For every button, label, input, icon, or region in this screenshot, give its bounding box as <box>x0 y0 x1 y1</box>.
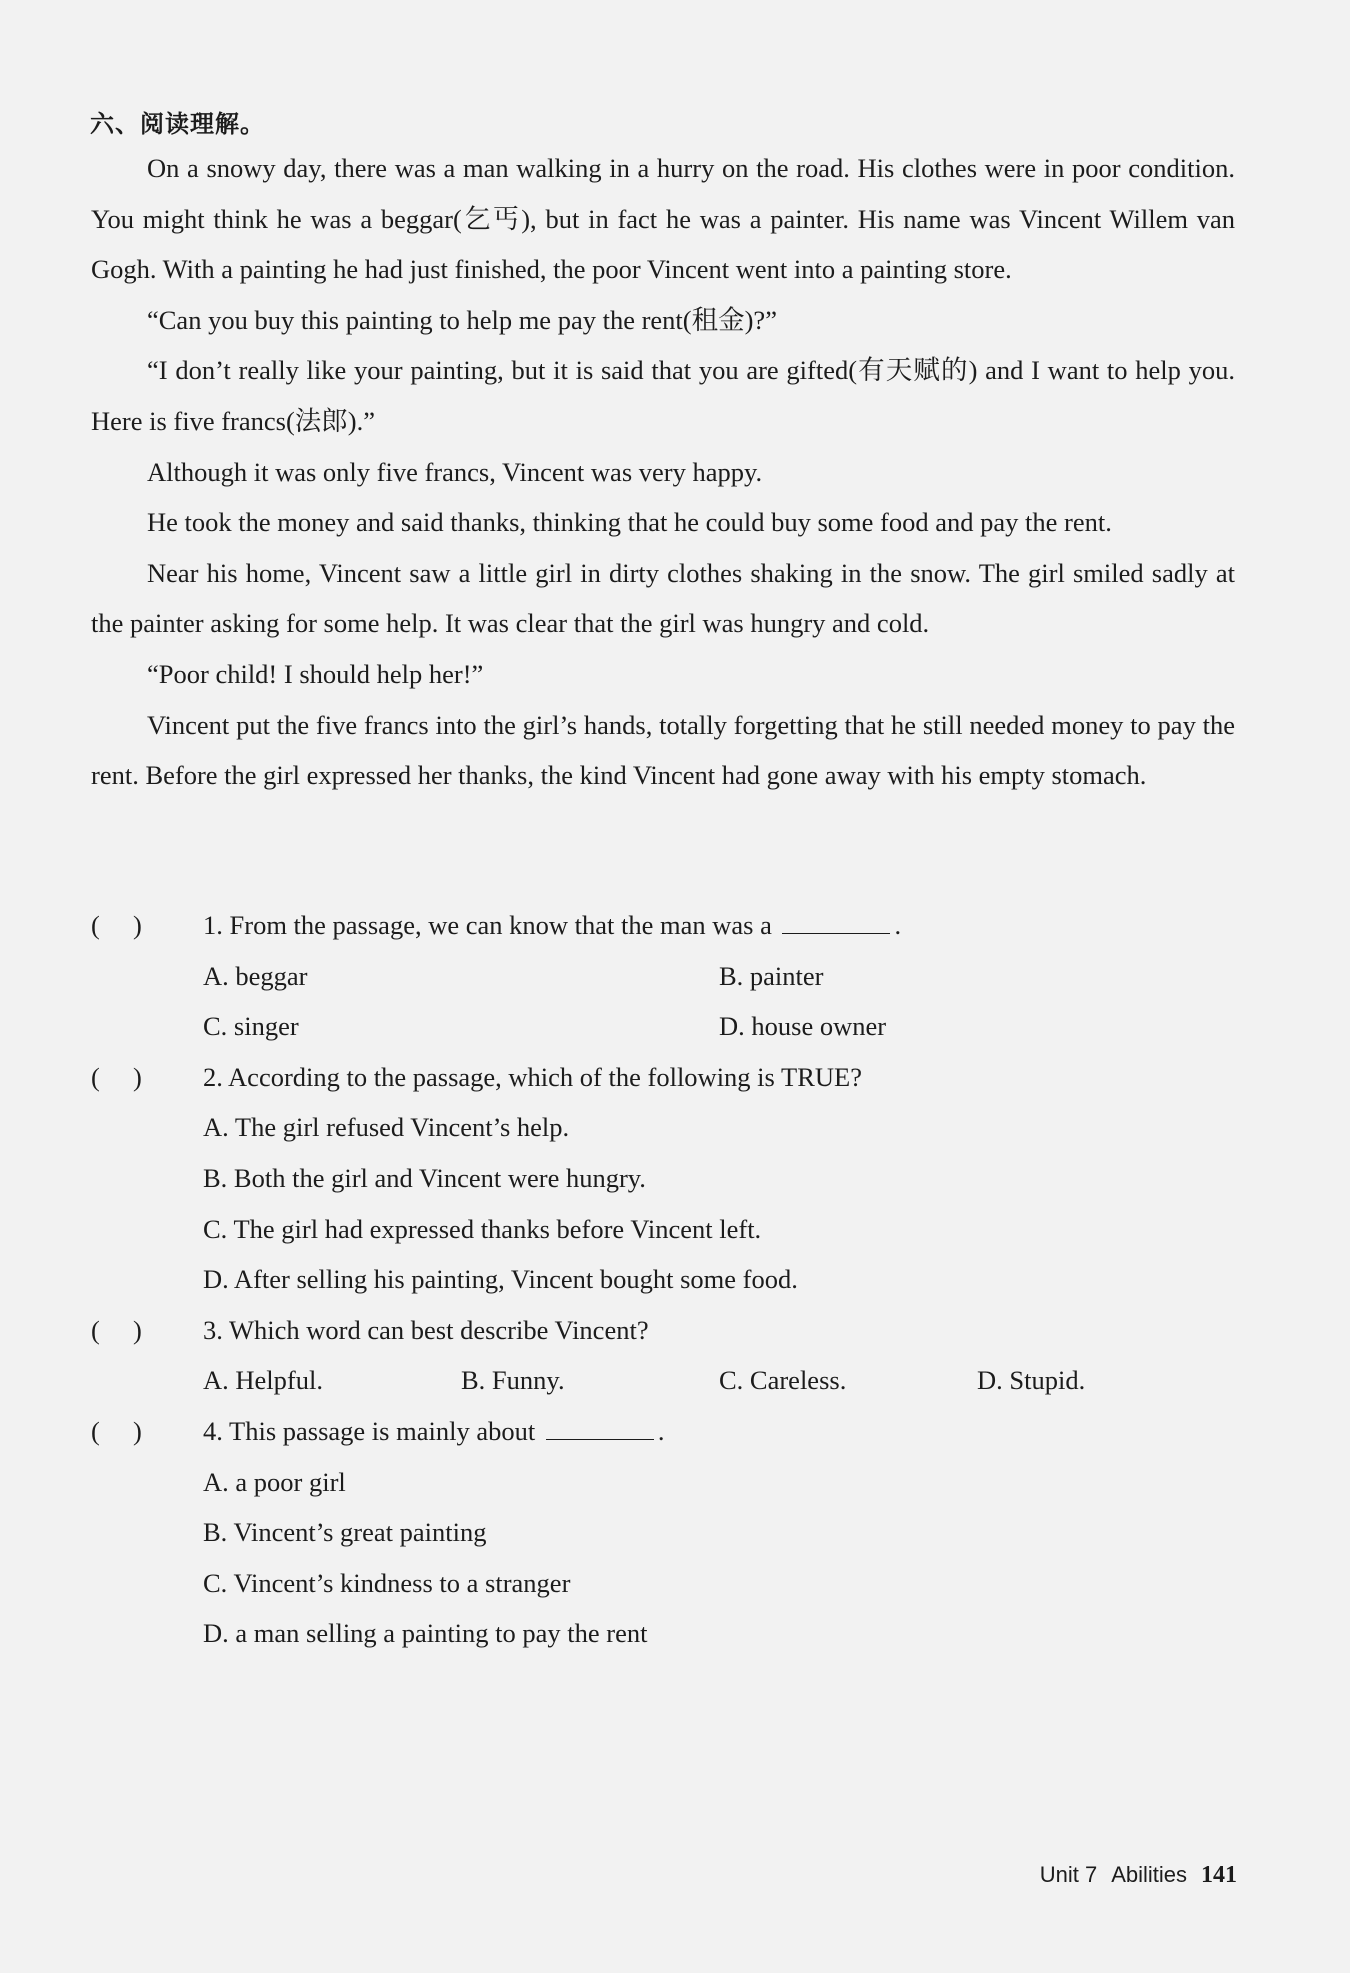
answer-slot[interactable]: ( ) <box>91 1415 142 1446</box>
reading-passage <box>91 143 1235 801</box>
question-end: . <box>657 1415 665 1446</box>
passage-paragraph: Near his home, Vincent saw a little girl in dirty clothes shaking in the snow. The girl smiled sadly at the painter asking for some help. It was clear that the girl was hungry and cold. <box>91 557 1235 639</box>
passage-paragraph: On a snowy day, there was a man walking in a hurry on the road. His clothes were in poor condition. You might think he was a beggar(乞丐), but in fact he was a painter. His name was Vincent Willem van Gogh. With a painting he had just finished, the poor Vincent went into a painting store. <box>91 153 1235 285</box>
passage-paragraph: “Can you buy this painting to help me pay the rent(租金)?” <box>147 304 777 335</box>
unit-title: Abilities <box>1111 1862 1187 1887</box>
question-text: This passage is mainly about <box>229 1415 536 1446</box>
unit-label: Unit 7 <box>1039 1862 1098 1887</box>
option-d[interactable]: D. After selling his painting, Vincent bought some food. <box>203 1264 798 1295</box>
option-c[interactable]: C. The girl had expressed thanks before Vincent left. <box>203 1213 762 1244</box>
question-2 <box>91 1052 1235 1103</box>
question-list <box>91 900 1235 1659</box>
question-stem <box>203 900 1235 951</box>
options-q3 <box>91 1355 1235 1406</box>
option-a[interactable]: A. beggar <box>203 960 308 991</box>
options-q4 <box>91 1457 1235 1659</box>
passage-paragraph: Although it was only five francs, Vincent was very happy. <box>147 456 763 487</box>
option-d[interactable]: D. a man selling a painting to pay the rent <box>203 1618 648 1649</box>
option-b[interactable]: B. Vincent’s great painting <box>203 1517 487 1548</box>
question-1 <box>91 900 1235 951</box>
answer-slot[interactable]: ( ) <box>91 1061 142 1092</box>
options-q2 <box>91 1102 1235 1304</box>
option-a[interactable]: A. Helpful. <box>203 1365 323 1396</box>
question-number: 3. <box>203 1314 223 1345</box>
passage-paragraph: “I don’t really like your painting, but it is said that you are gifted(有天赋的) and I want to help you. Here is five francs(法郎).” <box>91 355 1235 436</box>
option-b[interactable]: B. Both the girl and Vincent were hungry. <box>203 1162 646 1193</box>
section-heading: 六、阅读理解。 <box>90 110 265 138</box>
option-b[interactable]: B. Funny. <box>461 1365 565 1396</box>
question-3 <box>91 1305 1235 1356</box>
passage-paragraph: “Poor child! I should help her!” <box>147 658 484 689</box>
question-stem <box>203 1305 1235 1356</box>
question-number: 4. <box>203 1415 223 1446</box>
question-stem <box>203 1052 1235 1103</box>
question-text: According to the passage, which of the following is TRUE? <box>228 1061 862 1092</box>
answer-slot[interactable]: ( ) <box>91 910 142 940</box>
option-b[interactable]: B. painter <box>719 960 824 991</box>
option-c[interactable]: C. Careless. <box>719 1365 847 1396</box>
question-stem <box>203 1406 1235 1457</box>
option-a[interactable]: A. The girl refused Vincent’s help. <box>203 1112 570 1143</box>
question-text: Which word can best describe Vincent? <box>229 1314 649 1345</box>
fill-blank <box>782 909 890 934</box>
option-a[interactable]: A. a poor girl <box>203 1466 346 1497</box>
options-q1 <box>91 951 1235 1052</box>
question-text: From the passage, we can know that the man was a <box>229 910 772 940</box>
option-c[interactable]: C. Vincent’s kindness to a stranger <box>203 1567 571 1598</box>
question-end: . <box>894 910 902 940</box>
question-number: 2. <box>203 1061 223 1092</box>
option-c[interactable]: C. singer <box>203 1011 299 1042</box>
option-d[interactable]: D. house owner <box>719 1011 887 1042</box>
question-number: 1. <box>203 910 223 940</box>
passage-paragraph: Vincent put the five francs into the girl’s hands, totally forgetting that he still needed money to pay the rent. Before the girl expressed her thanks, the kind Vincent had gone away with his empty stomach. <box>91 709 1235 791</box>
page-footer <box>1040 1862 1237 1889</box>
answer-slot[interactable]: ( ) <box>91 1314 142 1345</box>
option-d[interactable]: D. Stupid. <box>977 1365 1086 1396</box>
fill-blank <box>546 1415 654 1440</box>
page-number: 141 <box>1201 1862 1237 1888</box>
question-4 <box>91 1406 1235 1457</box>
passage-paragraph: He took the money and said thanks, thinking that he could buy some food and pay the rent. <box>147 507 1112 538</box>
